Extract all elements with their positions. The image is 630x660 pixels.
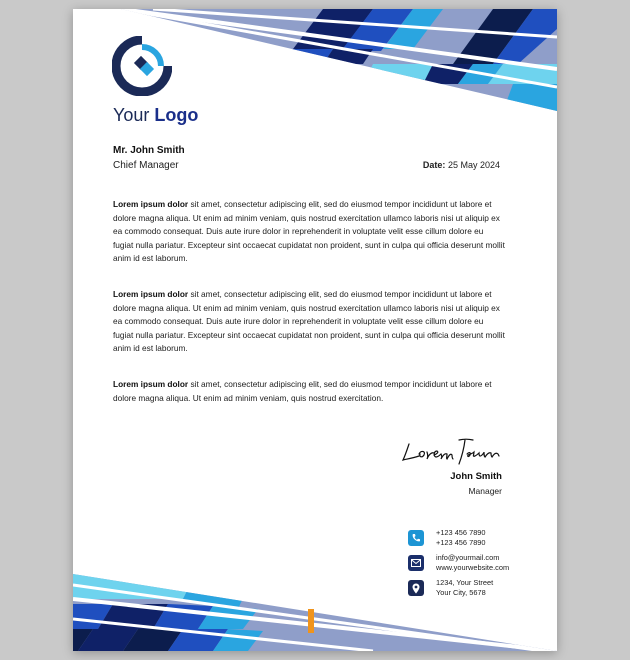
orange-accent-tab: [308, 609, 314, 633]
body-paragraph: Lorem ipsum dolor sit amet, consectetur adipiscing elit, sed do eiusmod tempor incididunt ut labore et dolore magna aliqua. Ut enim ad minim veniam, quis nostrud exercitation ullamco laboris nisi ut aliquip ex ea commodo consequat. Duis aute irure dolor in reprehenderit in voluptate velit esse cillum dolore eu fugiat nulla pariatur. Excepteur sint occaecat cupidatat non proident, sunt in culpa qui officia deserunt mollit anim id est laborum.: [113, 289, 505, 353]
body-paragraph: Lorem ipsum dolor sit amet, consectetur adipiscing elit, sed do eiusmod tempor incididunt ut labore et dolore magna aliqua. Ut enim ad minim veniam, quis nostrud exercitation ullamco laboris nisi ut aliquip ex ea commodo consequat. Duis aute irure dolor in reprehenderit in voluptate velit esse cillum dolore eu fugiat nulla pariatur. Excepteur sint occaecat cupidatat non proident, sunt in culpa qui officia deserunt mollit anim id est laborum.: [113, 199, 505, 263]
website-line: www.yourwebsite.com: [436, 563, 510, 572]
phone-line: +123 456 7890: [436, 528, 486, 537]
logo-text: Your Logo: [113, 105, 199, 125]
phone-icon: [408, 530, 424, 546]
location-pin-icon: [408, 580, 424, 596]
letterhead-page: [73, 9, 557, 651]
phone-line: +123 456 7890: [436, 538, 486, 547]
email-line: info@yourmail.com: [436, 553, 500, 562]
date-line: Date: 25 May 2024: [422, 160, 500, 170]
address-line: 1234, Your Street: [436, 578, 494, 587]
body-paragraph: Lorem ipsum dolor sit amet, consectetur adipiscing elit, sed do eiusmod tempor incididunt ut labore et dolore magna aliqua. Ut enim ad minim veniam, quis nostrud exercitation.: [113, 379, 492, 403]
sender-title: Chief Manager: [113, 160, 179, 171]
mail-icon: [408, 555, 424, 571]
handwritten-signature: [401, 434, 501, 466]
signer-name: John Smith: [450, 471, 502, 482]
logo-mark-icon: [112, 36, 172, 96]
sender-name: Mr. John Smith: [113, 145, 185, 156]
signer-role: Manager: [468, 486, 502, 496]
address-line: Your City, 5678: [436, 588, 486, 597]
